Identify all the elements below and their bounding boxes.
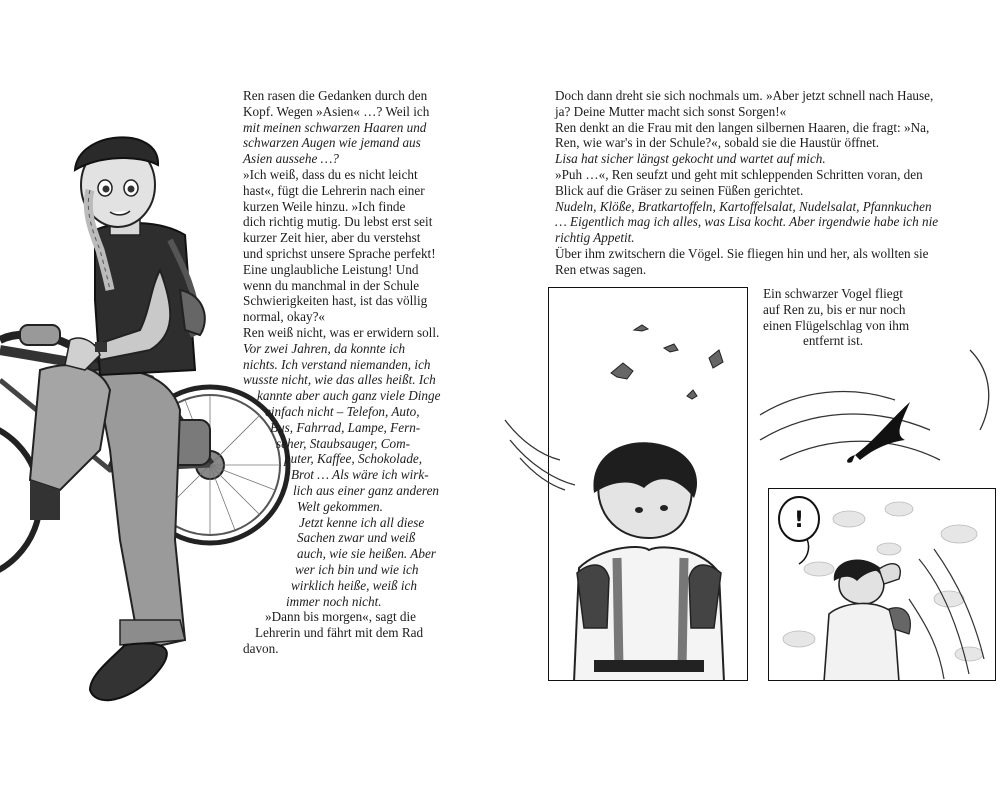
text-line: Ren rasen die Gedanken durch den	[243, 88, 428, 103]
text-line: Lehrerin und fährt mit dem Rad	[255, 625, 424, 641]
text-line: ja? Deine Mutter macht sich sonst Sorgen!«	[555, 103, 787, 119]
text-line: immer noch nicht.	[286, 593, 382, 609]
right-page	[500, 0, 1000, 800]
text-line: dich richtig mutig. Du lebst erst seit	[243, 214, 433, 230]
text-line: puter, Kaffee, Schokolade,	[284, 451, 423, 467]
left-page-text	[0, 88, 500, 657]
text-line: Ren, wie war's in der Schule?«, sobald sie die Haustür öffnet.	[555, 135, 880, 151]
text-line: wirklich heiße, weiß ich	[291, 577, 417, 593]
text-line: Lisa hat sicher längst gekocht und wartet auf mich.	[555, 151, 826, 167]
text-line: Asien aussehe …?	[243, 151, 339, 167]
text-line: Jetzt kenne ich all diese	[299, 514, 425, 530]
text-line: wusste nicht, wie das alles heißt. Ich	[243, 372, 436, 388]
text-line: wenn du manchmal in der Schule	[243, 277, 420, 293]
text-line: einfach nicht – Telefon, Auto,	[265, 403, 420, 419]
text-line: Eine unglaubliche Leistung! Und	[243, 261, 419, 277]
text-line: wer ich bin und wie ich	[295, 561, 419, 577]
text-line: Nudeln, Klöße, Bratkartoffeln, Kartoffelsalat, Nudelsalat, Pfannkuchen	[555, 198, 932, 214]
text-line: »Dann bis morgen«, sagt die	[265, 609, 417, 625]
text-line: lich aus einer ganz anderen	[293, 482, 440, 498]
text-line: Bus, Fahrrad, Lampe, Fern-	[270, 419, 421, 435]
right-page-text	[555, 88, 995, 278]
text-line: Vor zwei Jahren, da konnte ich	[243, 340, 406, 356]
text-line: auch, wie sie heißen. Aber	[297, 546, 436, 562]
motion-lines-and-bird	[500, 340, 1000, 500]
text-line: und sprichst unsere Sprache perfekt!	[243, 245, 436, 261]
text-line: Sachen zwar und weiß	[297, 530, 416, 546]
text-line: Blick auf die Gräser zu seinen Füßen gerichtet.	[555, 182, 804, 198]
text-line: Ren etwas sagen.	[555, 261, 647, 277]
text-line: Über ihm zwitschern die Vögel. Sie fliegen hin und her, als wollten sie	[555, 245, 929, 261]
text-line: Ren weiß nicht, was er erwidern soll.	[243, 324, 440, 340]
text-line: »Ich weiß, dass du es nicht leicht	[243, 166, 418, 182]
text-line: Brot … Als wäre ich wirk-	[291, 467, 429, 483]
speech-bubble-text: !	[793, 508, 805, 533]
caption-line: entfernt ist.	[802, 333, 864, 349]
text-line: »Puh …«, Ren seufzt und geht mit schleppenden Schritten voran, den	[555, 166, 923, 182]
caption-line: Ein schwarzer Vogel fliegt	[763, 286, 903, 301]
text-line: schwarzen Augen wie jemand aus	[243, 135, 421, 151]
text-line: Schwierigkeiten hast, ist das völlig	[243, 293, 428, 309]
text-line: richtig Appetit.	[555, 230, 635, 246]
text-line: Welt gekommen.	[297, 498, 383, 514]
text-line: kurzen Weile hinzu. »Ich finde	[243, 198, 406, 214]
text-line: … Eigentlich mag ich alles, was Lisa kocht. Aber irgendwie habe ich nie	[555, 214, 939, 230]
text-line: normal, okay?«	[243, 309, 326, 325]
ren-surprised-illustration	[769, 489, 996, 681]
text-line: kurzer Zeit hier, aber du verstehst	[243, 230, 421, 246]
text-line: Ren denkt an die Frau mit den langen silbernen Haaren, die fragt: »Na,	[555, 119, 930, 135]
caption-line: auf Ren zu, bis er nur noch	[763, 301, 906, 317]
text-line: Kopf. Wegen »Asien« …? Weil ich	[243, 103, 430, 119]
text-line: nichts. Ich verstand niemanden, ich	[243, 356, 431, 372]
text-line: seher, Staubsauger, Com-	[276, 435, 411, 451]
text-line: kannte aber auch ganz viele Dinge	[257, 388, 441, 404]
text-line: davon.	[243, 640, 279, 656]
caption-line: einen Flügelschlag von ihm	[763, 317, 910, 333]
text-line: hast«, fügt die Lehrerin nach einer	[243, 182, 425, 198]
text-line: mit meinen schwarzen Haaren und	[243, 119, 427, 135]
comic-panel-ren-surprised	[768, 488, 996, 681]
text-line: Doch dann dreht sie sich nochmals um. »Aber jetzt schnell nach Hause,	[555, 88, 934, 103]
